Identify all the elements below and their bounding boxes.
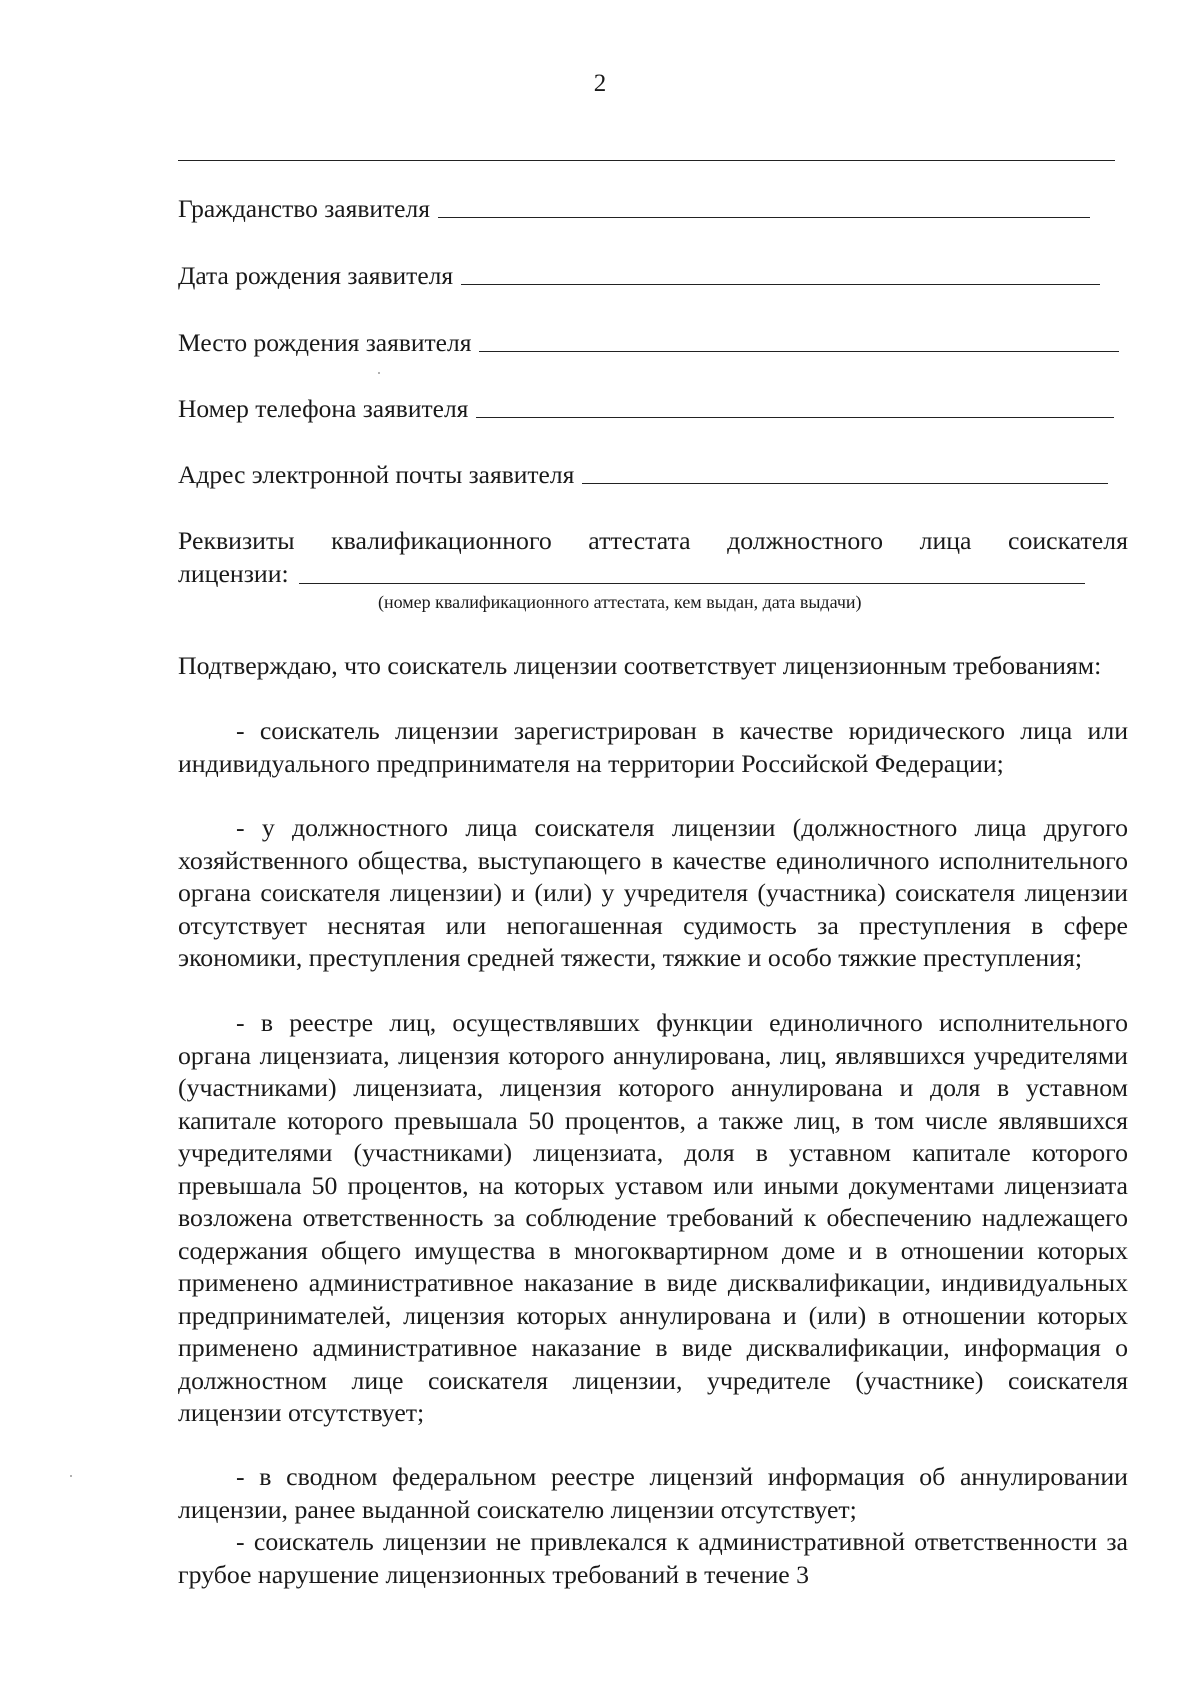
requisites-label: лицензии: xyxy=(178,558,289,588)
requisites-block xyxy=(178,525,1128,590)
field-label: Место рождения заявителя xyxy=(178,328,472,357)
scan-speck xyxy=(70,1475,72,1477)
requisites-blank[interactable] xyxy=(299,583,1085,584)
field-citizenship xyxy=(178,190,1090,224)
scan-speck xyxy=(378,372,380,374)
field-label: Дата рождения заявителя xyxy=(178,261,454,290)
field-label: Гражданство заявителя xyxy=(178,194,430,223)
field-label: Номер телефона заявителя xyxy=(178,394,469,423)
birth-date-blank[interactable] xyxy=(461,283,1100,285)
requirement-text: - в сводном федеральном реестре лицензий информация об аннулировании лицензии, ранее выданной соискателю лицензии отсутствует; xyxy=(178,1462,1128,1524)
field-email xyxy=(178,456,1108,490)
requirement-item-3 xyxy=(178,1007,1128,1430)
citizenship-blank[interactable] xyxy=(438,216,1090,218)
requisites-caption: (номер квалификационного аттестата, кем выдан, дата выдачи) xyxy=(378,592,862,612)
requirement-item-1 xyxy=(178,715,1128,780)
confirmation-intro-text: Подтверждаю, что соискатель лицензии соответствует лицензионным требованиям: xyxy=(178,651,1102,680)
requirement-item-5 xyxy=(178,1526,1128,1591)
field-phone xyxy=(178,390,1114,424)
phone-blank[interactable] xyxy=(476,416,1114,418)
requirement-text: - у должностного лица соискателя лицензии (должностного лица другого хозяйственного общества, выступающего в качестве единоличного исполнительного органа соискателя лицензии) и (или) у учредителя (участника) соискателя лицензии отсутствует неснятая или непогашенная судимость за преступления в сфере экономики, преступления средней тяжести, тяжкие и особо тяжкие преступления; xyxy=(178,813,1128,972)
requirement-text: - в реестре лиц, осуществлявших функции единоличного исполнительного органа лицензиата, лицензия которого аннулирована, лиц, являвшихся учредителями (участниками) лицензиата, лицензия которого аннулирована и доля в уставном капитале которого превышала 50 процентов, а также лиц, в том числе являвшихся учредителями (участниками) лицензиата, доля в уставном капитале которого превышала 50 процентов, на которых уставом или иными документами лицензиата возложена ответственность за соблюдение требований к обеспечению надлежащего содержания общего имущества в многоквартирном доме и в отношении которых применено административное наказание в виде дисквалификации, индивидуальных предпринимателей, лицензия которых аннулирована и (или) в отношении которых применено административное наказание в виде дисквалификации, информация о должностном лице соискателя лицензии, учредителе (участнике) соискателя лицензии отсутствует; xyxy=(178,1008,1128,1427)
birth-place-blank[interactable] xyxy=(479,350,1119,352)
confirmation-intro xyxy=(178,650,1128,683)
requirement-item-4 xyxy=(178,1461,1128,1526)
email-blank[interactable] xyxy=(582,482,1108,484)
field-label: Адрес электронной почты заявителя xyxy=(178,460,575,489)
page-number: 2 xyxy=(593,70,607,97)
field-birth-place xyxy=(178,324,1119,358)
field-birth-date xyxy=(178,257,1100,291)
top-rule xyxy=(178,160,1115,161)
requirement-text: - соискатель лицензии зарегистрирован в качестве юридического лица или индивидуального предпринимателя на территории Российской Федерации; xyxy=(178,716,1128,778)
requirement-text: - соискатель лицензии не привлекался к административной ответственности за грубое нарушение лицензионных требований в течение 3 xyxy=(178,1527,1128,1589)
requisites-line-2 xyxy=(178,558,1128,591)
requirement-item-2 xyxy=(178,812,1128,975)
requisites-line-1: Реквизиты квалификационного аттестата должностного лица соискателя xyxy=(178,526,1128,555)
